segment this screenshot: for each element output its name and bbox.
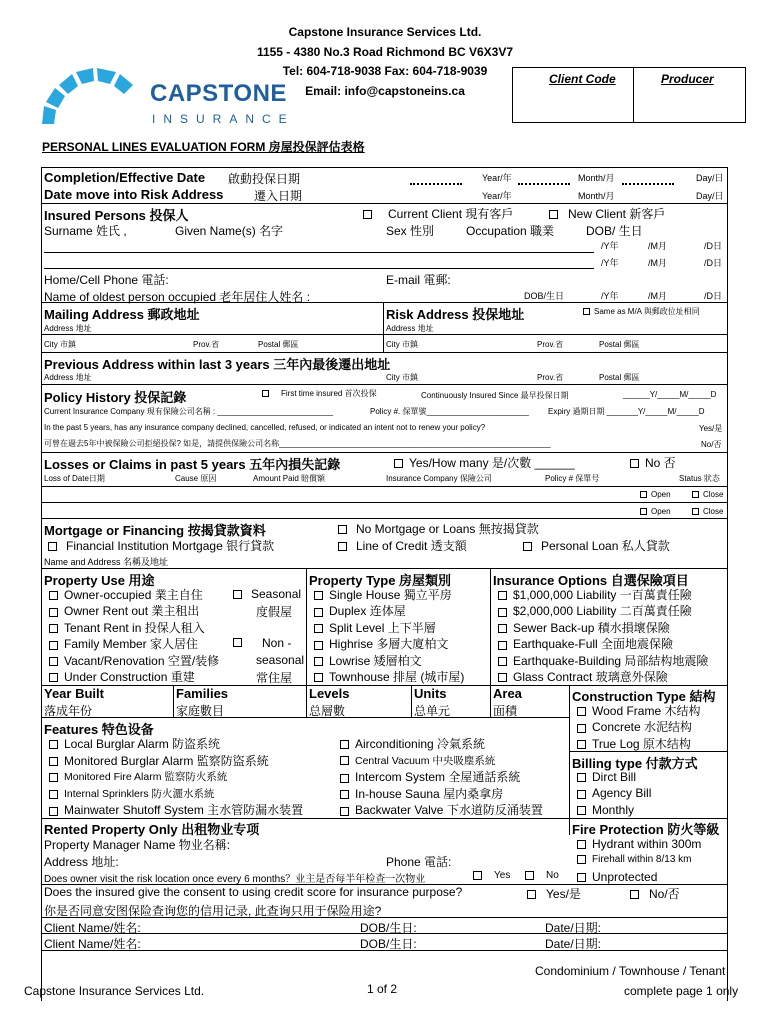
type-highrise[interactable]: [314, 636, 464, 652]
features-left: [49, 736, 303, 819]
logo-sub: INSURANCE: [152, 112, 295, 126]
visit-question: Does owner visit the risk location once every 6 months？业主是否每半年检查一次物业: [44, 874, 426, 885]
consent-yes-checkbox[interactable]: [527, 885, 581, 902]
billing-direct[interactable]: [577, 769, 651, 785]
open-label: Open: [651, 507, 671, 516]
client-dob-2[interactable]: DOB/生日:: [360, 937, 417, 951]
billing-heading: Billing type 付款方式: [572, 756, 698, 771]
type-label: Townhouse 排屋 (城市屋): [329, 670, 465, 685]
feature-sprinklers[interactable]: [49, 786, 303, 803]
non-seasonal-label: Non -: [262, 636, 292, 650]
features-heading: Features 特色设备: [44, 722, 154, 737]
fire-label: Unprotected: [592, 869, 658, 884]
footer-company: Capstone Insurance Services Ltd.: [24, 984, 205, 998]
dob1-d: /D日: [704, 241, 723, 251]
loc-checkbox[interactable]: [338, 537, 467, 554]
current-client-checkbox[interactable]: [363, 205, 513, 222]
fin-mortgage-checkbox[interactable]: [48, 537, 274, 554]
mortgage-name-addr[interactable]: Name and Address 名稱及地址: [44, 557, 169, 567]
year-built-label: Year Built: [44, 686, 104, 701]
losses-yes-label: Yes/How many 是/次數 ______: [409, 456, 575, 470]
dob2-m: /M月: [648, 258, 667, 268]
footer-note-2: complete page 1 only: [624, 984, 739, 998]
mailing-heading: Mailing Address 郵政地址: [44, 307, 200, 322]
property-use-heading: Property Use 用途: [44, 573, 155, 588]
type-single-house[interactable]: [314, 587, 464, 603]
manager-label[interactable]: Property Manager Name 物业名稱:: [44, 838, 231, 852]
previous-heading: Previous Address within last 3 years 三年內最後遷出地址: [44, 357, 391, 372]
feature-label: Central Vacuum 中央吸塵系統: [355, 754, 496, 767]
company-name: Capstone Insurance Services Ltd.: [288, 25, 482, 39]
same-as-label: Same as M/A 與郵政位址相同: [594, 307, 700, 316]
surname-label: Surname 姓氏 ,: [44, 224, 127, 238]
previous-city: City 市鎮: [386, 373, 418, 382]
occupation-label: Occupation 職業: [466, 224, 555, 238]
move-cn: 遷入日期: [254, 189, 303, 203]
option-label: $1,000,000 Liability 一百萬責任險: [513, 588, 692, 602]
construction-label: Wood Frame 木结构: [592, 704, 701, 718]
construction-list: [577, 703, 700, 752]
fin-mortgage-label: Financial Institution Mortgage 银行貸款: [66, 539, 275, 553]
feature-label: Monitored Fire Alarm 監察防火系統: [64, 771, 228, 784]
loss-row[interactable]: [41, 502, 728, 503]
families-label: Families: [176, 686, 229, 701]
feature-label: Monitored Burglar Alarm 監察防盜系統: [64, 753, 269, 768]
given-label: Given Name(s) 名字: [175, 224, 284, 238]
declined-question-cn[interactable]: 可曾在過去5年中被保險公司拒絕投保? 如是，請提供保險公司名称_____________________________________________________________: [44, 439, 551, 448]
mailing-city: City 市鎮: [44, 340, 76, 349]
property-type-list: [314, 587, 464, 685]
use-vacant[interactable]: [49, 653, 219, 669]
feature-vacuum[interactable]: [340, 753, 543, 770]
billing-agency[interactable]: [577, 785, 651, 801]
fire-label: Hydrant within 300m: [592, 837, 702, 851]
property-type-heading: Property Type 房屋類別: [309, 573, 452, 588]
dob2-y: /Y年: [601, 258, 619, 268]
dob1-y: /Y年: [601, 241, 619, 251]
rented-heading: Rented Property Only 出租物业专项: [44, 822, 260, 837]
dob3-d: /D日: [704, 291, 723, 301]
feature-local-alarm[interactable]: [49, 736, 303, 753]
families-cn: 家庭數目: [176, 704, 225, 718]
area-label: Area: [493, 686, 522, 701]
billing-label: Monthly: [592, 802, 635, 817]
type-label: Duplex 连体屋: [329, 604, 406, 619]
use-label: Tenant Rent in 投保人租入: [64, 620, 205, 635]
losses-yes-checkbox[interactable]: [394, 454, 575, 471]
option-label: Earthquake-Full 全面地震保險: [513, 637, 674, 652]
feature-monitored-fire[interactable]: [49, 769, 303, 786]
company-email: Email: info@capstoneins.ca: [305, 84, 465, 98]
email-label: E-mail 電郵:: [386, 273, 451, 287]
risk-city: City 市鎮: [386, 340, 418, 349]
sex-label: Sex 性別: [386, 224, 435, 238]
personal-loan-checkbox[interactable]: [523, 537, 670, 554]
feature-label: Airconditioning 冷氣系統: [355, 737, 486, 751]
seasonal-checkbox[interactable]: [233, 587, 301, 601]
dob-label: DOB/ 生日: [586, 224, 643, 238]
billing-list: [577, 769, 651, 818]
option-glass[interactable]: [498, 669, 708, 685]
declined-yes[interactable]: Yes/是: [699, 424, 723, 433]
non-seasonal-label2: seasonal: [256, 653, 305, 667]
company-address: 1155 - 4380 No.3 Road Richmond BC V6X3V7: [256, 45, 514, 59]
units-cn: 总单元: [414, 704, 451, 718]
use-owner-occupied[interactable]: [49, 587, 219, 603]
declined-no[interactable]: No/否: [701, 440, 722, 449]
completion-year[interactable]: Year/年: [482, 173, 512, 183]
area-cn: 面積: [493, 704, 518, 718]
risk-address: Address 地址: [386, 324, 434, 333]
use-label: Owner Rent out 業主租出: [64, 604, 200, 619]
feature-backwater[interactable]: [340, 802, 543, 819]
non-seasonal-checkbox[interactable]: [233, 638, 242, 647]
oldest-label: Name of oldest person occupied 老年居住人姓名 :: [44, 290, 311, 304]
client-date-2[interactable]: Date/日期:: [545, 937, 602, 951]
consent-question: Does the insured give the consent to using credit score for insurance purpose?: [44, 885, 463, 899]
completion-cn: 啟動投保日期: [228, 172, 301, 186]
features-right: [340, 736, 543, 819]
feature-label: Intercom System 全屋通話系統: [355, 770, 521, 785]
construction-log[interactable]: [577, 736, 700, 752]
insured-line-2[interactable]: [44, 268, 594, 269]
option-liability-2m[interactable]: [498, 603, 708, 619]
option-sewer[interactable]: [498, 620, 708, 636]
dob1-m: /M月: [648, 241, 667, 251]
risk-heading: Risk Address 投保地址: [386, 307, 525, 322]
col-policy: Policy # 保單号: [545, 474, 600, 483]
construction-label: Concrete 水泥结构: [592, 720, 693, 735]
consent-question-cn: 你是否同意安图保险查询您的信用记录, 此查询只用于保险用途?: [44, 904, 382, 918]
same-as-checkbox[interactable]: [583, 306, 700, 317]
seasonal-cn: 度假屋: [256, 605, 293, 619]
fire-list: [577, 836, 701, 885]
consent-yes-label: Yes/是: [546, 887, 581, 901]
billing-monthly[interactable]: [577, 802, 651, 818]
open-label: Open: [651, 490, 671, 499]
fire-heading: Fire Protection 防火等級: [572, 822, 720, 837]
feature-label: Local Burglar Alarm 防盗系统: [64, 737, 221, 751]
completion-day[interactable]: Day/日: [696, 173, 724, 183]
type-split-level[interactable]: [314, 620, 464, 636]
current-company[interactable]: Current Insurance Company 現有保險公司名稱 : __________________________: [44, 407, 334, 416]
dob2-d: /D日: [704, 258, 723, 268]
col-cause: Cause 原因: [175, 474, 217, 483]
close-label: Close: [703, 507, 724, 516]
type-duplex[interactable]: [314, 603, 464, 619]
rented-phone-label[interactable]: Phone 電話:: [386, 855, 452, 869]
levels-label: Levels: [309, 686, 350, 701]
feature-label: In-house Sauna 屋内桑拿房: [355, 786, 504, 801]
visit-yes-checkbox[interactable]: [473, 870, 510, 881]
option-liability-1m[interactable]: [498, 587, 708, 603]
producer-label: Producer: [661, 72, 714, 86]
feature-aircon[interactable]: [340, 736, 543, 753]
type-label: Split Level 上下半層: [329, 620, 436, 635]
move-day[interactable]: Day/日: [696, 191, 724, 201]
type-lowrise[interactable]: [314, 653, 464, 669]
policy-number[interactable]: Policy #. 保單號_______________________: [370, 407, 529, 416]
units-label: Units: [414, 686, 447, 701]
page-number: 1 of 2: [367, 982, 398, 996]
expiry-date[interactable]: Expiry 過期日期 _______Y/_____M/_____D: [548, 407, 705, 416]
use-label: Family Member 家人居住: [64, 637, 199, 652]
insured-heading: Insured Persons 投保人: [44, 208, 189, 223]
form-title: PERSONAL LINES EVALUATION FORM 房屋投保評估表格: [42, 140, 365, 154]
consent-no-label: No/否: [649, 887, 680, 901]
move-month[interactable]: Month/月: [578, 191, 615, 201]
seasonal-label: Seasonal: [251, 587, 302, 601]
construction-heading: Construction Type 結构: [572, 689, 716, 704]
type-label: Lowrise 矮層柏文: [329, 653, 422, 668]
mortgage-heading: Mortgage or Financing 按揭貸款資料: [44, 523, 266, 538]
feature-mainwater[interactable]: [49, 802, 303, 819]
visit-yes-label: Yes: [494, 870, 511, 881]
use-tenant-rent[interactable]: [49, 620, 219, 636]
levels-cn: 总層數: [309, 704, 346, 718]
option-label: $2,000,000 Liability 二百萬責任險: [513, 604, 692, 619]
oldest-dob: DOB/生日: [524, 291, 565, 301]
use-family-member[interactable]: [49, 636, 219, 652]
billing-label: Agency Bill: [592, 786, 652, 801]
previous-address: Address 地址: [44, 373, 92, 382]
feature-sauna[interactable]: [340, 786, 543, 803]
property-use-list: [49, 587, 219, 685]
risk-prov: Prov.省: [537, 340, 564, 349]
mailing-address: Address 地址: [44, 324, 92, 333]
use-label: Vacant/Renovation 空置/装修: [64, 653, 220, 668]
declined-question: In the past 5 years, has any insurance company declined, cancelled, refused, or indicated an intent not to renew your policy?: [44, 423, 486, 432]
option-eq-full[interactable]: [498, 636, 708, 652]
move-year[interactable]: Year/年: [482, 191, 512, 201]
mailing-prov: Prov.省: [193, 340, 220, 349]
use-construction[interactable]: [49, 669, 219, 685]
client-code-label: Client Code: [549, 72, 616, 86]
no-mortgage-label: No Mortgage or Loans 無按揭貸款: [356, 522, 539, 536]
client-date-1[interactable]: Date/日期:: [545, 921, 602, 935]
client-dob-1[interactable]: DOB/生日:: [360, 921, 417, 935]
continuous-date[interactable]: ______Y/_____M/_____D: [623, 390, 717, 399]
col-company: Insurance Company 保險公司: [386, 474, 492, 483]
fire-label: Firehall within 8/13 km: [592, 854, 692, 866]
rented-address-label[interactable]: Address 地址:: [44, 855, 119, 869]
loc-label: Line of Credit 透支額: [356, 539, 467, 553]
client-name-2[interactable]: Client Name/姓名:: [44, 937, 141, 951]
option-label: Earthquake-Building 局部結构地震險: [513, 653, 709, 668]
non-seasonal-cn: 常住屋: [256, 671, 293, 685]
feature-label: Backwater Valve 下水道防反涌装置: [355, 803, 543, 818]
losses-no-checkbox[interactable]: [630, 454, 676, 471]
type-townhouse[interactable]: [314, 669, 464, 685]
loss-row1-close[interactable]: [692, 490, 723, 499]
no-mortgage-checkbox[interactable]: [338, 520, 539, 537]
use-label: Under Construction 重建: [64, 670, 195, 685]
col-loss-date: Loss of Date日期: [44, 474, 105, 483]
use-label: Owner-occupied 業主自住: [64, 588, 203, 602]
use-owner-rent[interactable]: [49, 603, 219, 619]
options-list: [498, 587, 708, 685]
option-label: Glass Contract 玻璃意外保險: [513, 670, 668, 685]
feature-label: Internal Sprinklers 防火灑水系統: [64, 787, 215, 800]
visit-no-label: No: [546, 870, 559, 881]
feature-monitored-burglar[interactable]: [49, 753, 303, 770]
loss-row2-open[interactable]: [640, 507, 671, 516]
previous-postal: Postal 郵區: [599, 373, 640, 382]
dob3-y: /Y年: [601, 291, 619, 301]
col-status: Status 狀态: [679, 474, 720, 483]
company-phones: Tel: 604-718-9038 Fax: 604-718-9039: [282, 64, 488, 78]
previous-prov: Prov.省: [537, 373, 564, 382]
visit-no-checkbox[interactable]: [525, 870, 559, 881]
policy-heading: Policy History 投保記錄: [44, 390, 187, 405]
type-label: Highrise 多層大廈柏文: [329, 637, 449, 652]
consent-no-checkbox[interactable]: [630, 885, 680, 902]
insured-line-1[interactable]: [44, 252, 594, 253]
type-label: Single House 獨立平房: [329, 588, 452, 602]
options-heading: Insurance Options 自選保險項目: [493, 573, 689, 588]
construction-label: True Log 原木结构: [592, 736, 691, 751]
option-label: Sewer Back-up 積水損壞保險: [513, 620, 670, 635]
col-amount: Amount Paid 賠償額: [253, 474, 326, 483]
mailing-postal: Postal 郵區: [258, 340, 299, 349]
construction-wood[interactable]: [577, 703, 700, 719]
new-client-label: New Client 新客戶: [568, 207, 666, 221]
loss-row1-open[interactable]: [640, 490, 671, 499]
current-client-label: Current Client 現有客戶: [388, 207, 514, 221]
personal-loan-label: Personal Loan 私人貸款: [541, 539, 670, 553]
client-name-1[interactable]: Client Name/姓名:: [44, 921, 141, 935]
feature-label: Mainwater Shutoff System 主水管防漏水装置: [64, 803, 304, 818]
feature-intercom[interactable]: [340, 769, 543, 786]
first-time-label: First time insured 首次投保: [281, 389, 377, 398]
fire-firehall[interactable]: [577, 852, 701, 868]
move-label: Date move into Risk Address: [44, 187, 224, 202]
fire-unprotected[interactable]: [577, 869, 701, 885]
construction-concrete[interactable]: [577, 719, 700, 735]
losses-heading: Losses or Claims in past 5 years 五年內損失記錄: [44, 457, 341, 472]
option-eq-building[interactable]: [498, 653, 708, 669]
first-time-checkbox[interactable]: [262, 388, 377, 399]
fire-hydrant[interactable]: [577, 836, 701, 852]
phone-label: Home/Cell Phone 電話:: [44, 273, 169, 287]
loss-row[interactable]: [41, 486, 728, 487]
dob3-m: /M月: [648, 291, 667, 301]
footer-note-1: Condominium / Townhouse / Tenant: [535, 964, 726, 978]
billing-label: Dirct Bill: [592, 770, 636, 784]
loss-row2-close[interactable]: [692, 507, 723, 516]
completion-month[interactable]: Month/月: [578, 173, 615, 183]
risk-postal: Postal 郵區: [599, 340, 640, 349]
year-built-cn: 落成年份: [44, 704, 93, 718]
completion-label: Completion/Effective Date: [44, 170, 206, 185]
logo-word: CAPSTONE: [150, 80, 287, 107]
close-label: Close: [703, 490, 724, 499]
new-client-checkbox[interactable]: [549, 205, 665, 222]
continuous-label: Continuously Insured Since 最早投保日期: [421, 391, 569, 400]
losses-no-label: No 否: [645, 456, 676, 470]
